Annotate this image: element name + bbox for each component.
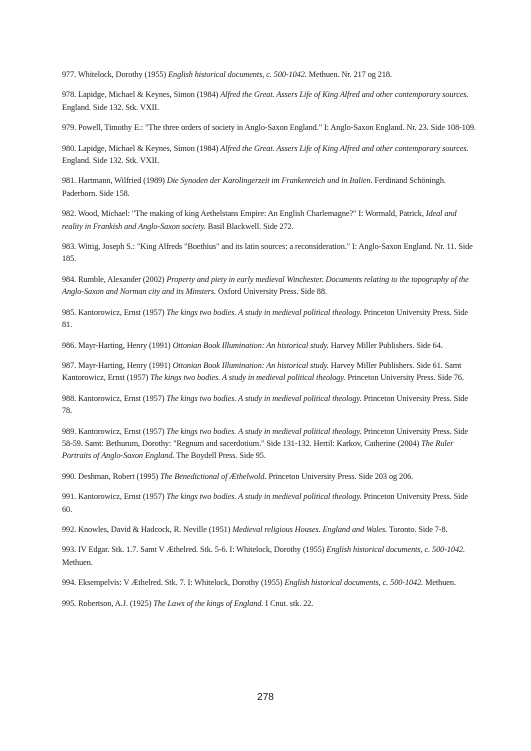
footnote-text: Methuen. Nr. 217 og 218. [306,70,392,79]
footnote-text: 991. Kantorowicz, Ernst (1957) [62,492,167,502]
footnote-title: English historical documents, c. 500-1042. [326,545,466,555]
footnote [62,143,478,168]
footnote-text: Toronto. Side 7-8. [387,524,448,534]
footnote-title: Medieval religious Houses. England and Wales. [232,524,388,534]
footnote-text: 984. Rumble, Alexander (2002) [62,274,167,284]
footnote-text: Ferdinand Schöningh. Paderborn. Side 158. [62,176,446,198]
footnote-text: 981. Hartmann, Wilfried (1989) [62,176,167,186]
footnote-title: The Ruler Portraits of Anglo-Saxon England. [62,438,454,461]
footnote-title: Alfred the Great. Assers Life of King Alfred and other contemporary sources. [220,143,469,153]
footnote [62,524,478,536]
footnote-title: The kings two bodies. A study in medieval political theology. [166,307,362,317]
footnote-title: The kings two bodies. A study in medieval political theology. [166,426,362,436]
footnote-text: Basil Blackwell. Side 272. [205,221,294,231]
footnote [62,360,478,385]
footnote [62,426,478,463]
footnote [62,89,478,114]
footnote-text: Oxford University Press. Side 88. [216,287,327,297]
footnote-list [62,69,478,618]
footnote-text: 978. Lapidge, Michael & Keynes, Simon (1984) [62,90,221,100]
footnote-text: 980. Lapidge, Michael & Keynes, Simon (1984) [62,143,221,153]
footnote-text: 986. Mayr-Harting, Henry (1991) [62,340,173,350]
footnote [62,241,478,266]
footnote-text: Methuen. [423,578,456,588]
footnote-title: English historical documents, c. 500-1042. [168,70,307,79]
footnote-text: 988. Kantorowicz, Ernst (1957) [62,393,167,403]
footnote-text: The Boydell Press. Side 95. [174,451,266,461]
footnote-title: The Laws of the kings of England. [153,598,264,608]
footnote-text: 993. IV Edgar. Stk. 1.7. Samt V Æthelred. Stk. 5-6. I: Whitelock, Dorothy (1955) [62,545,327,555]
footnote [62,544,478,569]
footnote-text: Methuen. [62,557,93,567]
footnote-title: Property and piety in early medieval Winchester. Documents relating to the topography of the Anglo-Saxon and Norman city and its Minsters. [62,274,469,297]
footnote [62,175,478,200]
footnote [62,307,478,332]
footnote-title: Ottonian Book Illumination: An historical study. [172,340,329,350]
footnote-text: Princeton University Press. Side 60. [62,492,468,514]
footnote [62,208,478,233]
footnote [62,491,478,516]
footnote-title: Ottonian Book Illumination: An historical study. [172,360,329,370]
page-number: 278 [257,692,274,703]
footnote [62,577,478,589]
footnote [62,340,478,352]
footnote-text: Harvey Miller Publishers. Side 64. [328,340,443,350]
footnote-text: 987. Mayr-Harting, Henry (1991) [62,360,173,370]
footnote-text: England. Side 132. Stk. VXII. [62,102,160,112]
footnote-text: 982. Wood, Michael: "The making of king Aethelstans Empire: An English Charlemagne?" I: Wormald, Patrick, [62,209,426,219]
footnote-text: 985. Kantorowicz, Ernst (1957) [62,307,167,317]
footnote [62,393,478,418]
footnote [62,471,478,483]
footnote-text: 983. Wittig, Joseph S.: "King Alfreds "Boethius" and its latin sources: a reconsideration." I: Anglo-Saxon England. Nr. 11. Side 185. [62,242,473,264]
footnote-title: Die Synoden der Karolingerzeit im Frankenreich und in Italien. [166,176,373,186]
footnote-text: Princeton University Press. Side 76. [345,373,464,383]
footnote-title: Alfred the Great. Assers Life of King Alfred and other contemporary sources. [220,90,469,100]
footnote-text: I Cnut. stk. 22. [263,598,314,608]
footnote-text: Princeton University Press. Side 58-59. Samt: Bethurum, Dorothy: "Regnum and sacerdotium." Side 131-132. Hertil: Karkov, Catherine (2004) [62,426,468,448]
footnote-text: 989. Kantorowicz, Ernst (1957) [62,426,167,436]
footnote-title: The Benedictional of Æthelwold. [160,471,267,481]
footnote [62,122,478,134]
footnote-title: English historical documents, c. 500-1042. [284,578,424,588]
footnote-text: Princeton University Press. Side 81. [62,307,468,330]
footnote-title: The kings two bodies. A study in medieval political theology. [166,393,362,403]
footnote-text: 977. Whitelock, Dorothy (1955) [62,70,169,79]
footnote-text: 990. Deshman, Robert (1995) [62,471,161,481]
footnote [62,598,478,610]
footnote-text: Princeton University Press. Side 203 og 206. [266,471,414,481]
footnote-text: Princeton University Press. Side 78. [62,393,468,416]
footnote-text: 992. Knowles, David & Hadcock, R. Neville (1951) [62,524,233,534]
footnote-text: 979. Powell, Timothy E.: "The three orders of society in Anglo-Saxon England." I: Anglo-Saxon England. Nr. 23. Side 108-109. [62,123,476,133]
footnote-text: 994. Eksempelvis: V Æthelred. Stk. 7. I: Whitelock, Dorothy (1955) [62,578,285,588]
footnote-text: Harvey Miller Publishers. Side 61. Samt Kantorowicz, Ernst (1957) [62,360,462,383]
footnote [62,274,478,299]
footnote-title: Ideal and reality in Frankish and Anglo-Saxon society. [62,209,457,231]
footnote-title: The kings two bodies. A study in medieval political theology. [166,492,362,502]
footnote-text: England. Side 132. Stk. VXII. [62,156,160,166]
footnote-title: The kings two bodies. A study in medieval political theology. [150,373,346,383]
footnote [62,69,478,81]
footnote-text: 995. Robertson, A.J. (1925) [62,598,154,608]
